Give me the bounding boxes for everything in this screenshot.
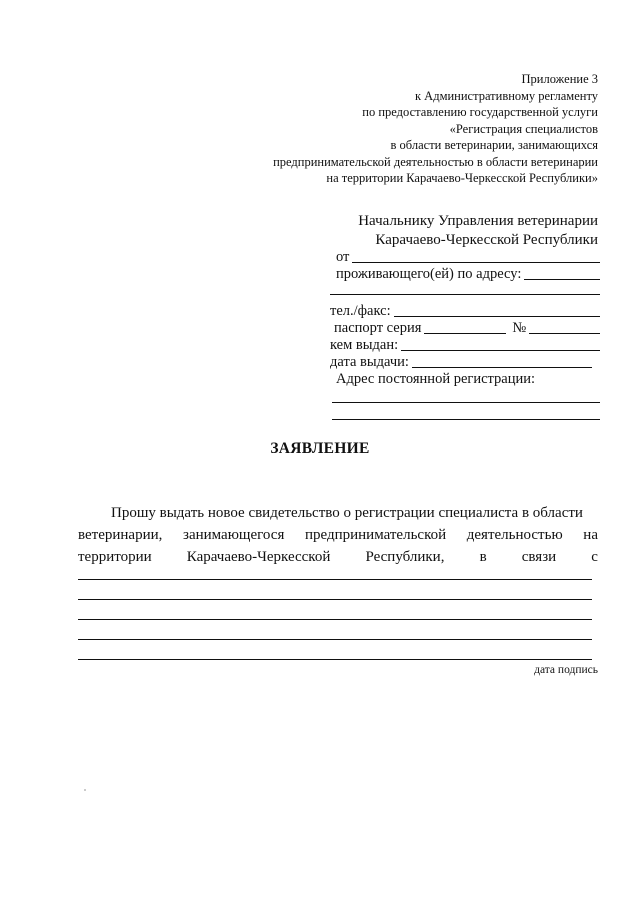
body-line-3	[78, 546, 598, 568]
body-word: территории	[78, 549, 152, 565]
issue-date-row	[330, 353, 592, 371]
phone-blank[interactable]	[394, 315, 600, 317]
addressee-line-2: Карачаево-Черкесской Республики	[375, 232, 598, 248]
body-word: связи	[521, 549, 557, 565]
appendix-line: на территории Карачаево-Черкесской Республики»	[326, 171, 598, 185]
reason-line-4[interactable]	[78, 639, 592, 640]
permanent-address-line-2[interactable]	[332, 419, 600, 420]
body-word: занимающегося	[183, 527, 285, 543]
appendix-line: по предоставлению государственной услуги	[362, 105, 598, 119]
passport-series-label: паспорт серия	[334, 320, 422, 336]
document-title: ЗАЯВЛЕНИЕ	[270, 440, 370, 457]
from-row	[330, 248, 600, 266]
addressee-block	[358, 212, 598, 250]
reason-line-1[interactable]	[78, 579, 592, 580]
reason-line-3[interactable]	[78, 619, 592, 620]
body-word: деятельностью	[466, 527, 563, 543]
issued-by-row	[330, 336, 600, 354]
appendix-header	[273, 71, 598, 187]
residence-row	[330, 265, 600, 283]
scan-speck	[84, 789, 86, 791]
appendix-line: к Административному регламенту	[414, 88, 598, 103]
date-signature-caption: дата подпись	[534, 664, 598, 676]
residence-blank[interactable]	[524, 278, 600, 280]
body-word: в	[479, 549, 487, 565]
residence-label: проживающего(ей) по адресу:	[336, 266, 522, 282]
permanent-address-label: Адрес постоянной регистрации:	[336, 371, 536, 387]
reason-line-5[interactable]	[78, 659, 592, 660]
body-word: Карачаево-Черкесской	[186, 549, 331, 565]
appendix-line: в области ветеринарии, занимающихся	[390, 138, 598, 152]
body-line-1: Прошу выдать новое свидетельство о регистрации специалиста в области	[111, 505, 583, 521]
appendix-line: предпринимательской деятельностью в области ветеринарии	[273, 154, 598, 169]
addressee-line-1: Начальнику Управления ветеринарии	[358, 213, 598, 229]
from-label: от	[336, 249, 350, 265]
passport-number-blank[interactable]	[529, 332, 600, 334]
body-word: ветеринарии,	[78, 527, 163, 543]
passport-series-blank[interactable]	[424, 332, 506, 334]
permanent-address-row	[330, 370, 600, 388]
from-blank[interactable]	[352, 261, 600, 263]
residence-blank-line[interactable]	[330, 294, 600, 295]
issued-by-label: кем выдан:	[330, 337, 399, 353]
issue-date-blank[interactable]	[412, 366, 592, 368]
phone-label: тел./факс:	[330, 303, 391, 319]
body-word: предпринимательской	[304, 527, 447, 543]
appendix-line: Приложение 3	[521, 72, 598, 86]
issue-date-label: дата выдачи:	[330, 354, 409, 370]
passport-number-label: №	[512, 320, 527, 336]
application-body	[78, 502, 598, 568]
reason-line-2[interactable]	[78, 599, 592, 600]
body-line-2	[78, 524, 598, 546]
passport-row	[330, 319, 600, 337]
permanent-address-line-1[interactable]	[332, 402, 600, 403]
appendix-line: «Регистрация специалистов	[449, 121, 598, 136]
body-word: с	[591, 549, 598, 565]
phone-row	[330, 302, 600, 320]
body-word: Республики,	[365, 549, 445, 565]
issued-by-blank[interactable]	[401, 349, 600, 351]
body-word: на	[583, 527, 598, 543]
